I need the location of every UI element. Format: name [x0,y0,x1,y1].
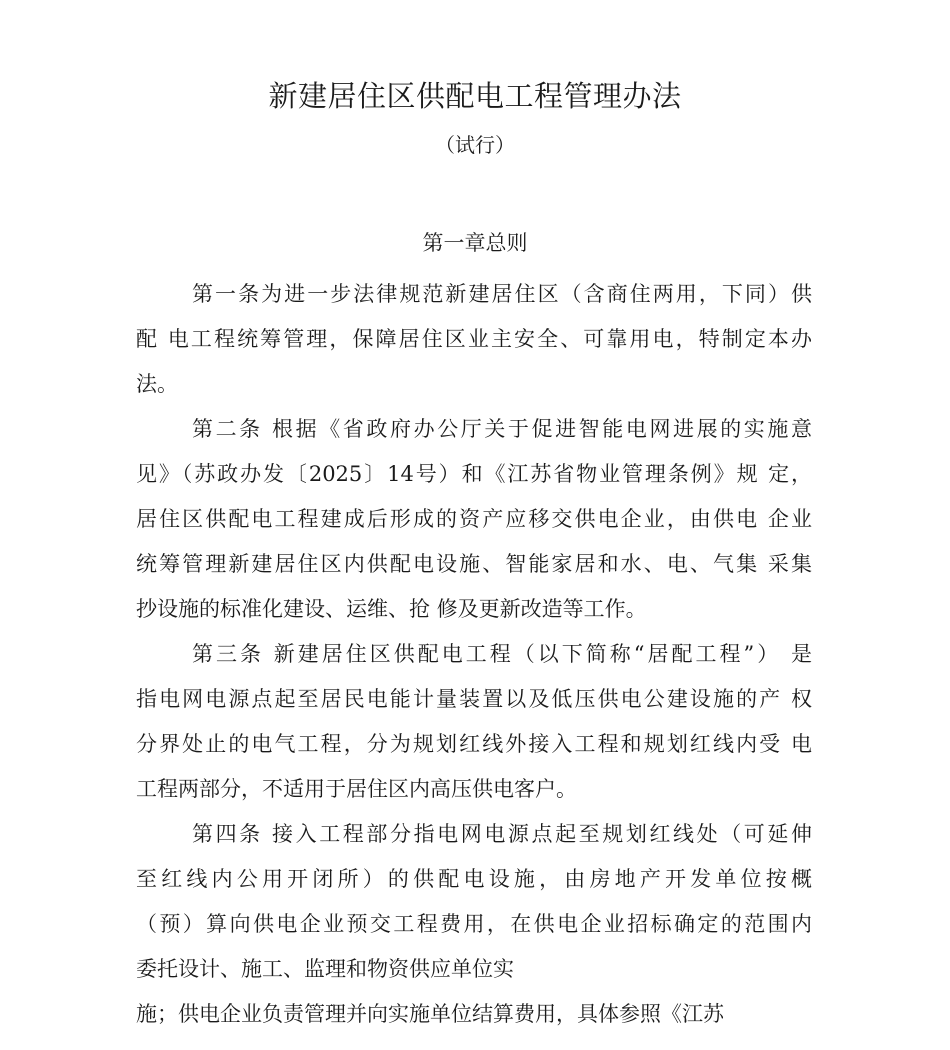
text-line: 统筹管理新建居住区内供配电设施、智能家居和水、电、气集 采集 [136,552,812,576]
text-line: 抄设施的标准化建设、运维、抢 修及更新改造等工作。 [136,597,647,621]
document-title: 新建居住区供配电工程管理办法 [268,79,682,113]
text-line: 第一条为进一步法律规范新建居住区（含商住两用，下同）供 [192,282,812,306]
text-line: 施；供电企业负责管理并向实施单位结算费用，具体参照《江苏 [136,1002,724,1026]
text-line: 委托设计、施工、监理和物资供应单位实 [136,957,514,981]
text-line: 第二条 根据《省政府办公厅关于促进智能电网进展的实施意 [192,417,812,441]
text-line: 第四条 接入工程部分指电网电源点起至规划红线处（可延伸 [192,822,812,846]
text-line: 工程两部分，不适用于居住区内高压供电客户。 [136,777,577,801]
text-line: 分界处止的电气工程，分为规划红线外接入工程和规划红线内受 电 [136,732,812,756]
text-line: 配 电工程统筹管理，保障居住区业主安全、可靠用电，特制定本办 [136,327,812,351]
chapter-heading: 第一章总则 [422,231,528,255]
text-line: 法。 [136,372,178,396]
text-line: 至红线内公用开闭所）的供配电设施，由房地产开发单位按概 [136,867,812,891]
text-line: 第三条 新建居住区供配电工程（以下简称“居配工程”） 是 [192,642,812,666]
document-body [136,272,812,1037]
text-line: 居住区供配电工程建成后形成的资产应移交供电企业，由供电 企业 [136,507,812,531]
document-subtitle: （试行） [435,133,515,157]
text-line: 指电网电源点起至居民电能计量装置以及低压供电公建设施的产 权 [136,687,812,711]
text-line: 见》（苏政办发〔2025〕14号）和《江苏省物业管理条例》规 定， [136,462,812,486]
text-line: （预）算向供电企业预交工程费用，在供电企业招标确定的范围内 [136,912,812,936]
